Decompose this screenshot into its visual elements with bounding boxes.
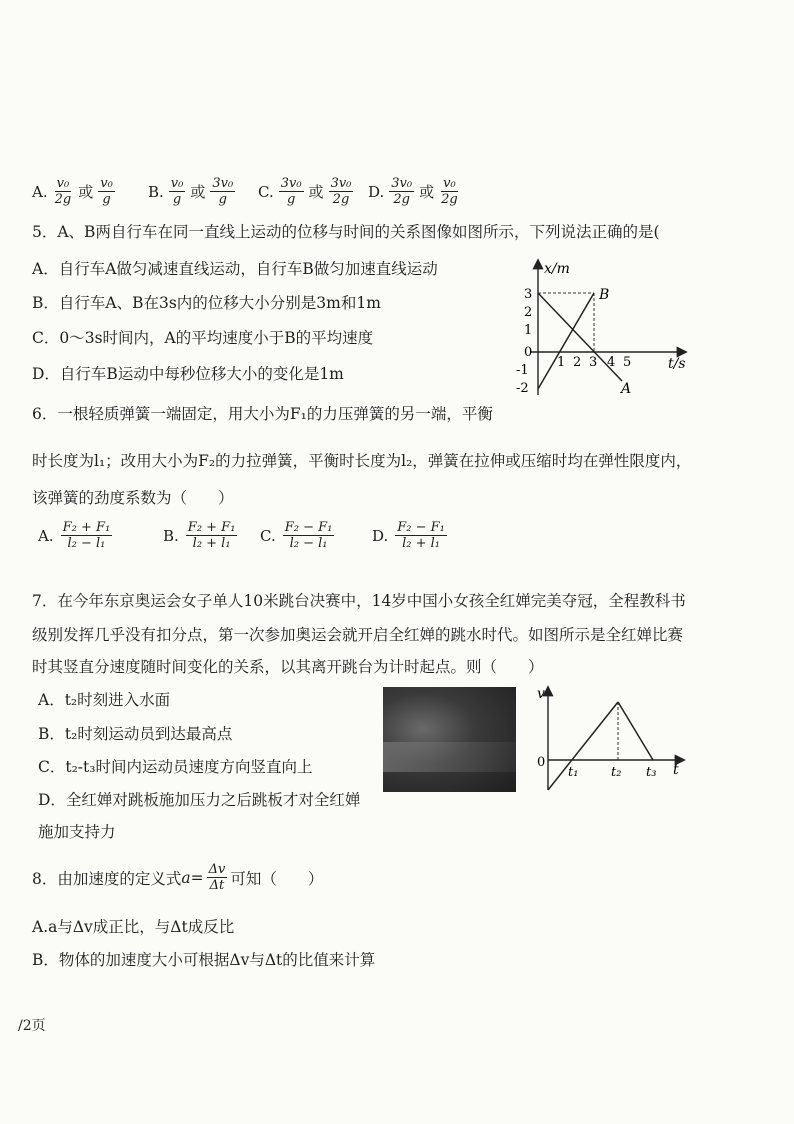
x-axis-label: t/s xyxy=(668,356,686,372)
q5-stem: 5．A、B两自行车在同一直线上运动的位移与时间的关系图像如图所示，下列说法正确的是( xyxy=(32,223,660,241)
fraction: $\frac{\text{3v₀}}{2g}$ xyxy=(330,176,352,207)
y-tick-1: 1 xyxy=(524,323,533,338)
t-axis-label: t xyxy=(673,762,679,778)
x-tick-4: 4 xyxy=(607,355,616,370)
q6-option-a: A. $\frac{\text{F₂ + F₁}}{\text{l₂ − l₁}}$ xyxy=(38,520,111,551)
page-footer: /2页 xyxy=(18,1018,46,1034)
fraction: $\frac{\text{F₂ − F₁}}{\text{l₂ + l₁}}$ xyxy=(397,520,445,551)
velocity-falling-segment xyxy=(618,702,653,760)
q7-option-c: C．t₂-t₃时间内运动员速度方向竖直向上 xyxy=(38,758,313,776)
q6-line-1: 6．一根轻质弹簧一端固定，用大小为F₁的力压弹簧的另一端，平衡 xyxy=(32,405,493,423)
q6-line-3: 该弹簧的劲度系数为（ ） xyxy=(32,489,234,507)
fraction: $\frac{\text{F₂ − F₁}}{\text{l₂ − l₁}}$ xyxy=(284,520,333,551)
q5-xt-graph xyxy=(500,255,700,400)
q8-option-a: A.a与Δv成正比，与Δt成反比 xyxy=(32,918,235,936)
q7-line-3: 时其竖直分速度随时间变化的关系，以其离开跳台为计时起点。则（ ） xyxy=(32,658,544,676)
fraction: $\frac{\text{3v₀}}{g}$ xyxy=(280,176,302,207)
fraction: $\frac{\Delta v}{\Delta t}$ xyxy=(208,862,226,893)
q7-option-d-cont: 施加支持力 xyxy=(38,823,116,841)
q4-option-b: B. $\frac{\text{v₀}}{g}$ 或 $\frac{\text{3v₀}}{g}$ xyxy=(148,176,234,207)
line-b-label: B xyxy=(599,287,610,303)
q5-option-c: C．0～3s时间内，A的平均速度小于B的平均速度 xyxy=(32,329,374,347)
y-tick-2: 2 xyxy=(524,305,533,320)
fraction: $\frac{\text{v₀}}{2g}$ xyxy=(441,176,458,207)
q7-option-a: A．t₂时刻进入水面 xyxy=(38,691,171,709)
fraction: $\frac{\text{3v₀}}{2g}$ xyxy=(391,176,413,207)
q4-option-a: A. $\frac{\text{v₀}}{2g}$ 或 $\frac{\text{v₀}}{g}$ xyxy=(32,176,113,207)
fraction: $\frac{\text{v₀}}{2g}$ xyxy=(54,176,72,207)
fraction: $\frac{\text{3v₀}}{g}$ xyxy=(212,176,234,207)
x-tick-2: 2 xyxy=(573,355,582,370)
y-tick-0: 0 xyxy=(524,345,533,360)
x-tick-5: 5 xyxy=(623,355,632,370)
q8-option-b: B．物体的加速度大小可根据Δv与Δt的比值来计算 xyxy=(32,951,376,969)
x-tick-3: 3 xyxy=(589,355,598,370)
x-tick-1: 1 xyxy=(557,355,566,370)
v-axis-label: v xyxy=(537,686,545,702)
q4-option-c: C. $\frac{\text{3v₀}}{g}$ 或 $\frac{\text{3v₀}}{2g}$ xyxy=(258,176,352,207)
t3-label: t₃ xyxy=(646,765,657,780)
line-a-label: A xyxy=(621,381,632,397)
q8-stem: 8．由加速度的定义式 a= $\frac{\Delta v}{\Delta t}$ 可知（ ） xyxy=(32,862,324,893)
q5-option-d: D．自行车B运动中每秒位移大小的变化是1m xyxy=(32,365,344,383)
origin-label: 0 xyxy=(537,755,546,770)
t2-label: t₂ xyxy=(611,765,622,780)
diver-photo xyxy=(383,687,516,792)
fraction: $\frac{\text{v₀}}{g}$ xyxy=(100,176,113,207)
q6-option-b: B. $\frac{\text{F₂ + F₁}}{\text{l₂ + l₁}}$ xyxy=(163,520,236,551)
q7-option-b: B．t₂时刻运动员到达最高点 xyxy=(38,725,233,743)
y-tick-neg2: -2 xyxy=(516,381,529,396)
q7-line-1: 7．在今年东京奥运会女子单人10米跳台决赛中，14岁中国小女孩全红婵完美夺冠，全程教科书 xyxy=(32,592,686,610)
q6-option-d: D. $\frac{\text{F₂ − F₁}}{\text{l₂ + l₁}}$ xyxy=(372,520,445,551)
y-axis-label: x/m xyxy=(544,261,570,277)
fraction: $\frac{\text{v₀}}{g}$ xyxy=(170,176,184,207)
q6-line-2: 时长度为l₁；改用大小为F₂的力拉弹簧，平衡时长度为l₂，弹簧在拉伸或压缩时均在弹性限度内， xyxy=(32,452,692,470)
q5-option-a: A．自行车A做匀减速直线运动，自行车B做匀加速直线运动 xyxy=(32,260,438,278)
line-b xyxy=(538,293,594,389)
y-tick-neg1: -1 xyxy=(516,363,529,378)
y-tick-3: 3 xyxy=(524,287,533,302)
q5-option-b: B．自行车A、B在3s内的位移大小分别是3m和1m xyxy=(32,294,381,312)
fraction: $\frac{\text{F₂ + F₁}}{\text{l₂ + l₁}}$ xyxy=(187,520,236,551)
q7-option-d: D．全红婵对跳板施加压力之后跳板才对全红婵 xyxy=(38,791,361,809)
q7-vt-graph xyxy=(533,682,693,794)
velocity-rising-segment xyxy=(548,702,618,790)
q4-option-d: D. $\frac{\text{3v₀}}{2g}$ 或 $\frac{\text{v₀}}{2g}$ xyxy=(368,176,458,207)
fraction: $\frac{\text{F₂ + F₁}}{\text{l₂ − l₁}}$ xyxy=(62,520,111,551)
q6-option-c: C. $\frac{\text{F₂ − F₁}}{\text{l₂ − l₁}}$ xyxy=(260,520,333,551)
q7-line-2: 级别发挥几乎没有扣分点，第一次参加奥运会就开启全红婵的跳水时代。如图所示是全红婵比赛 xyxy=(32,626,684,644)
t1-label: t₁ xyxy=(568,765,579,780)
